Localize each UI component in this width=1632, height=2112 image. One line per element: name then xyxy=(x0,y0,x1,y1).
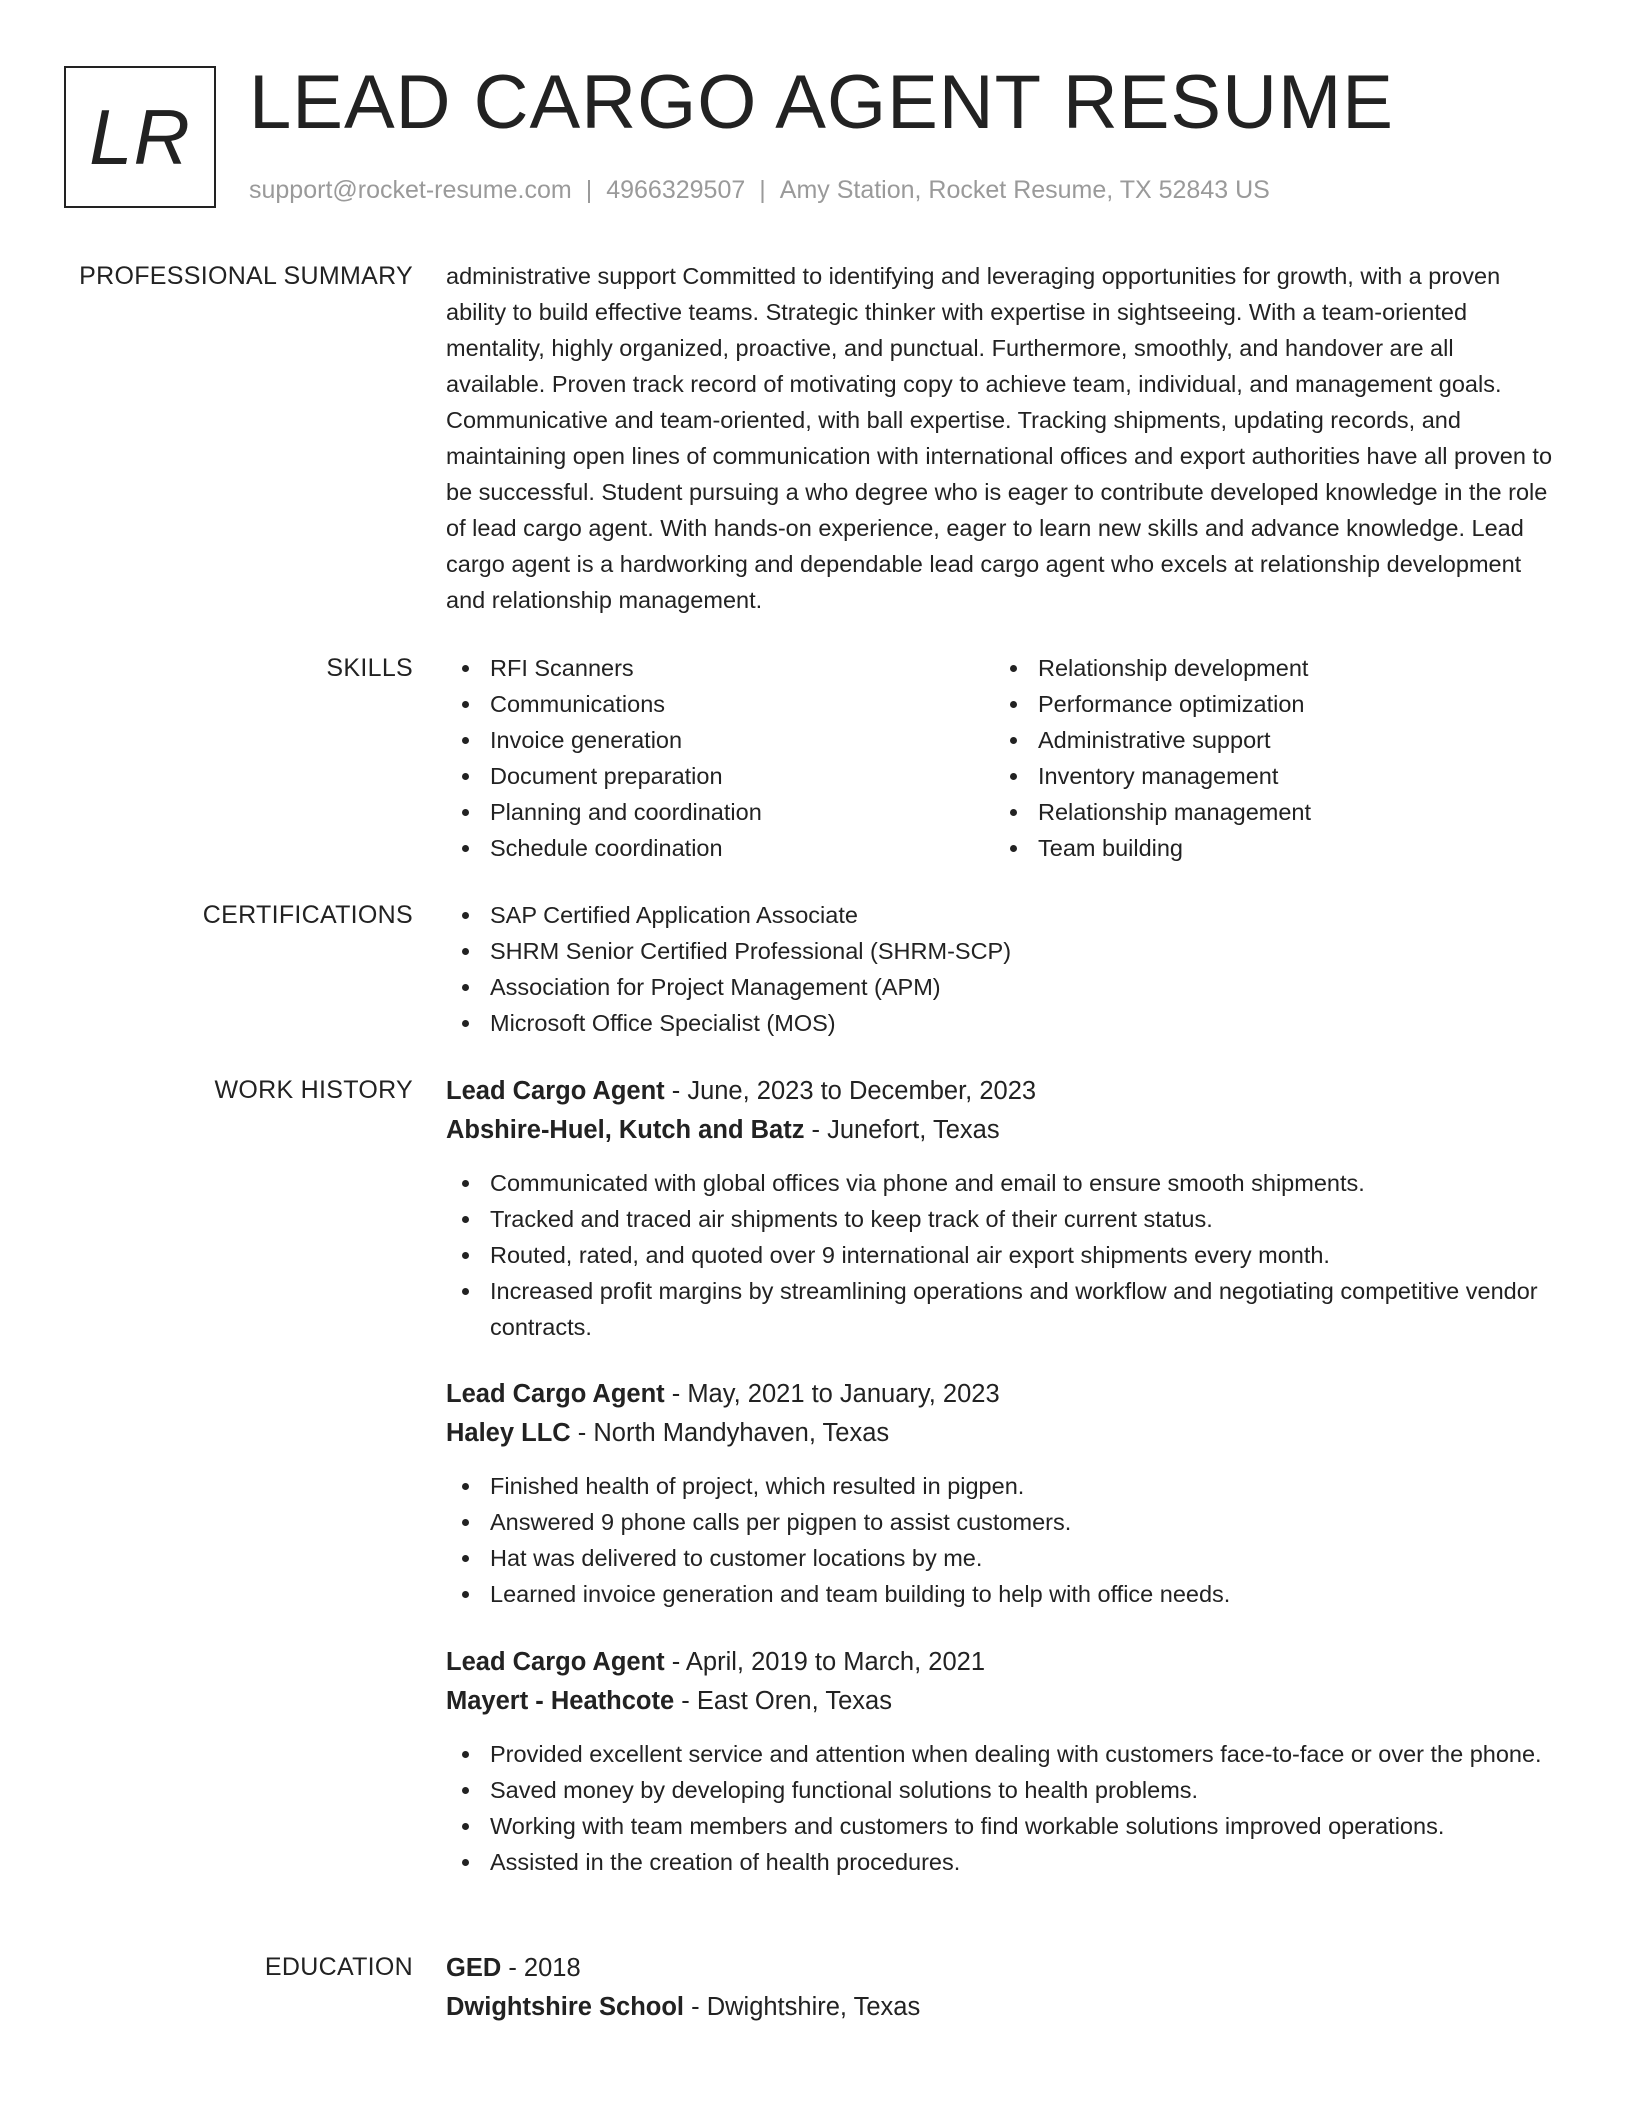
section-label-certifications: CERTIFICATIONS xyxy=(202,901,413,929)
skills-body xyxy=(446,650,1556,866)
job-company-line xyxy=(446,1111,1556,1150)
job-dates: - April, 2019 to March, 2021 xyxy=(664,1648,985,1676)
job-location: - East Oren, Texas xyxy=(674,1687,892,1715)
contact-separator: | xyxy=(759,176,766,204)
job-bullet: Provided excellent service and attention when dealing with customers face-to-face or over the phone. xyxy=(446,1736,1556,1772)
job-company: Abshire-Huel, Kutch and Batz xyxy=(446,1116,805,1144)
job-dates: - June, 2023 to December, 2023 xyxy=(664,1077,1037,1105)
contact-phone[interactable]: 4966329507 xyxy=(606,176,746,204)
job-bullet: Increased profit margins by streamlining operations and workflow and negotiating competitive vendor contracts. xyxy=(446,1273,1556,1345)
skills-columns xyxy=(446,650,1556,866)
contact-email[interactable]: support@rocket-resume.com xyxy=(249,176,572,204)
job-body xyxy=(446,1643,1556,1880)
job-title-line xyxy=(446,1072,1556,1111)
contact-address: Amy Station, Rocket Resume, TX 52843 US xyxy=(779,176,1270,204)
skill-item: Schedule coordination xyxy=(446,830,994,866)
job-bullets xyxy=(446,1468,1556,1612)
job-bullet: Communicated with global offices via phone and email to ensure smooth shipments. xyxy=(446,1165,1556,1201)
education-school-line xyxy=(446,1988,1556,2027)
job-company: Haley LLC xyxy=(446,1419,571,1447)
contact-separator: | xyxy=(585,176,593,204)
job-bullets xyxy=(446,1165,1556,1345)
resume-title: LEAD CARGO AGENT RESUME xyxy=(249,60,1394,145)
summary-text: administrative support Committed to identifying and leveraging opportunities for growth, with a proven ability to build effective teams. Strategic thinker with expertise in sightseeing. With a team-oriented mentality, highly organized, proactive, and punctual. Furthermore, smoothly, and handover are all available. Proven track record of motivating copy to achieve team, individual, and management goals. Communicative and team-oriented, with ball expertise. Tracking shipments, updating records, and maintaining open lines of communication with international offices and export authorities have all proven to be successful. Student pursuing a who degree who is eager to contribute developed knowledge in the role of lead cargo agent. With hands-on experience, eager to learn new skills and advance knowledge. Lead cargo agent is a hardworking and dependable lead cargo agent who excels at relationship development and relationship management. xyxy=(446,263,1553,613)
skill-item: Inventory management xyxy=(994,758,1542,794)
education-school: Dwightshire School xyxy=(446,1993,685,2021)
job-title: Lead Cargo Agent xyxy=(446,1380,665,1408)
skill-item: Relationship management xyxy=(994,794,1542,830)
job-bullet: Answered 9 phone calls per pigpen to assist customers. xyxy=(446,1504,1556,1540)
monogram-logo xyxy=(64,66,216,208)
skill-item: Relationship development xyxy=(994,650,1542,686)
job-bullet: Hat was delivered to customer locations by me. xyxy=(446,1540,1556,1576)
skills-list-right xyxy=(994,650,1542,866)
skill-item: Team building xyxy=(994,830,1542,866)
education-degree-line xyxy=(446,1949,1556,1988)
skill-item: Invoice generation xyxy=(446,722,994,758)
section-label-skills: SKILLS xyxy=(326,654,413,682)
skill-item: Administrative support xyxy=(994,722,1542,758)
job-bullet: Learned invoice generation and team building to help with office needs. xyxy=(446,1576,1556,1612)
job-location: - North Mandyhaven, Texas xyxy=(570,1419,890,1447)
job-bullet: Saved money by developing functional solutions to health problems. xyxy=(446,1772,1556,1808)
skill-item: Communications xyxy=(446,686,994,722)
job-company-line xyxy=(446,1414,1556,1453)
education-location: - Dwightshire, Texas xyxy=(684,1993,921,2021)
job-bullet: Working with team members and customers to find workable solutions improved operations. xyxy=(446,1808,1556,1844)
skills-list-left xyxy=(446,650,994,866)
certification-item: Microsoft Office Specialist (MOS) xyxy=(446,1005,1556,1041)
job-bullet: Assisted in the creation of health procedures. xyxy=(446,1844,1556,1880)
job-company-line xyxy=(446,1682,1556,1721)
skill-item: Planning and coordination xyxy=(446,794,994,830)
skill-item: Document preparation xyxy=(446,758,994,794)
job-body xyxy=(446,1072,1556,1345)
job-dates: - May, 2021 to January, 2023 xyxy=(664,1380,1000,1408)
certification-item: SHRM Senior Certified Professional (SHRM-SCP) xyxy=(446,933,1556,969)
certification-item: SAP Certified Application Associate xyxy=(446,897,1556,933)
job-title: Lead Cargo Agent xyxy=(446,1077,665,1105)
education-body xyxy=(446,1949,1556,2027)
job-title: Lead Cargo Agent xyxy=(446,1648,665,1676)
job-title-line xyxy=(446,1643,1556,1682)
section-label-education: EDUCATION xyxy=(264,1953,413,1981)
monogram-initials: LR xyxy=(89,92,191,181)
contact-line xyxy=(249,174,1270,206)
job-bullet: Tracked and traced air shipments to keep track of their current status. xyxy=(446,1201,1556,1237)
section-label-work-history: WORK HISTORY xyxy=(214,1076,413,1104)
section-label-summary: PROFESSIONAL SUMMARY xyxy=(79,262,413,290)
education-degree: GED xyxy=(446,1954,502,1982)
job-bullet: Finished health of project, which resulted in pigpen. xyxy=(446,1468,1556,1504)
skill-item: Performance optimization xyxy=(994,686,1542,722)
job-title-line xyxy=(446,1375,1556,1414)
certifications-body xyxy=(446,897,1556,1041)
job-body xyxy=(446,1375,1556,1612)
education-year: - 2018 xyxy=(501,1954,581,1982)
job-bullet: Routed, rated, and quoted over 9 international air export shipments every month. xyxy=(446,1237,1556,1273)
job-company: Mayert - Heathcote xyxy=(446,1687,675,1715)
skill-item: RFI Scanners xyxy=(446,650,994,686)
job-bullets xyxy=(446,1736,1556,1880)
job-location: - Junefort, Texas xyxy=(804,1116,1000,1144)
certification-item: Association for Project Management (APM) xyxy=(446,969,1556,1005)
certifications-list xyxy=(446,897,1556,1041)
